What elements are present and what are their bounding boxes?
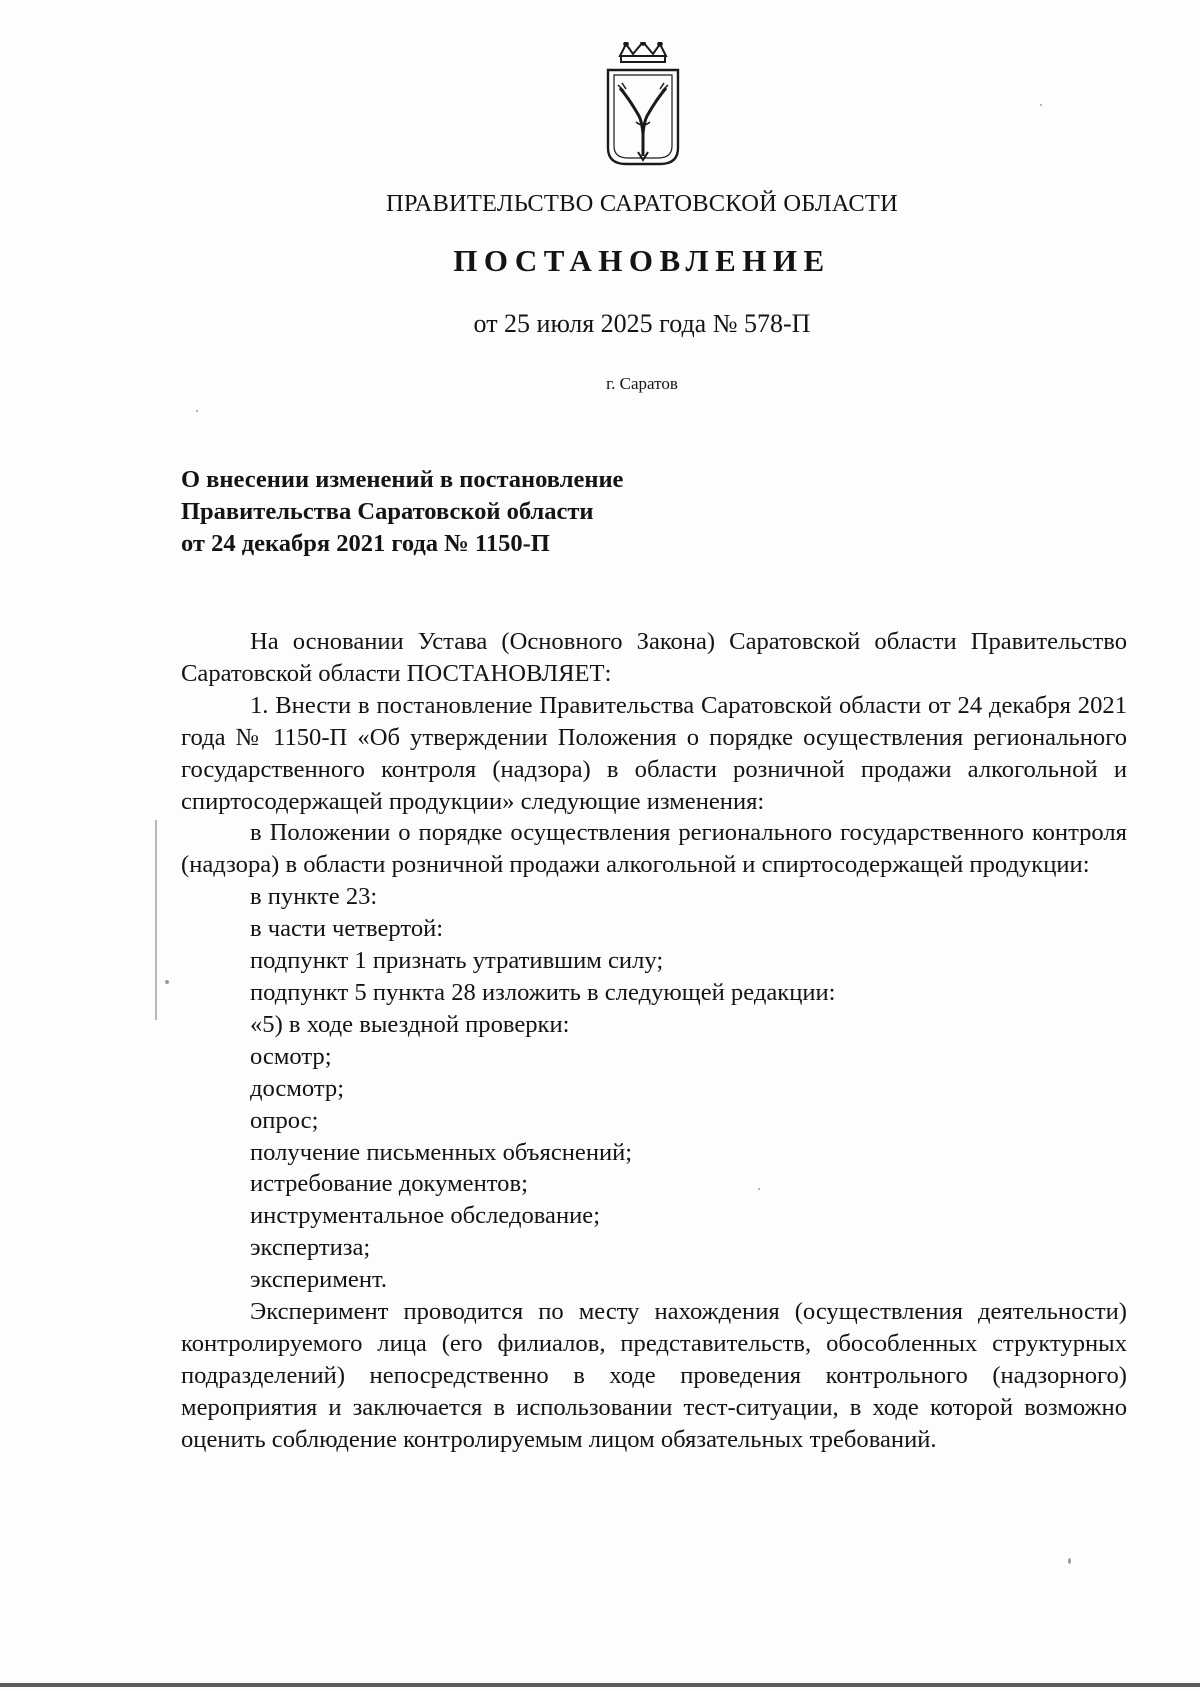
scan-bottom-edge — [0, 1683, 1200, 1687]
coat-of-arms-icon — [600, 42, 686, 172]
scan-speck — [165, 980, 169, 984]
title-line: О внесении изменений в постановление — [181, 466, 624, 493]
list-item: осмотр; — [250, 1042, 332, 1070]
paragraph-subclause-5: подпункт 5 пункта 28 изложить в следующей редакции: — [250, 978, 836, 1006]
title-line: Правительства Саратовской области — [181, 498, 594, 525]
document-title — [181, 464, 881, 560]
scan-margin-mark — [155, 820, 157, 1020]
scan-speck — [1040, 104, 1042, 106]
document-city: г. Саратов — [606, 374, 678, 393]
paragraph-item-1: 1. Внести в постановление Правительства Саратовской области от 24 декабря 2021 года № 1150-П «Об утверждении Положения о порядке осуществления регионального государственного контроля (надзора) в области розничной продажи алкогольной и спиртосодержащей продукции» следующие изменения: — [181, 691, 1127, 815]
list-item: инструментальное обследование; — [250, 1202, 601, 1230]
paragraph-experiment: Эксперимент проводится по месту нахождения (осуществления деятельности) контролируемого лица (его филиалов, представительств, обособленных структурных подразделений) непосредственно в ходе проведения контрольного (надзорного) мероприятия и заключается в использовании тест-ситуации, в ходе которой возможно оценить соблюдение контролируемым лицом обязательных требований. — [181, 1298, 1127, 1453]
list-item: истребование документов; — [250, 1170, 528, 1198]
document-type: ПОСТАНОВЛЕНИЕ — [453, 243, 831, 278]
paragraph-onsite-check: «5) в ходе выездной проверки: — [250, 1010, 570, 1038]
list-item: экспертиза; — [250, 1234, 371, 1262]
paragraph-regulation: в Положении о порядке осуществления регионального государственного контроля (надзора) в области розничной продажи алкогольной и спиртосодержащей продукции: — [181, 819, 1127, 879]
list-item: получение письменных объяснений; — [250, 1138, 633, 1166]
list-item: опрос; — [250, 1106, 319, 1134]
organization-name: ПРАВИТЕЛЬСТВО САРАТОВСКОЙ ОБЛАСТИ — [385, 190, 898, 217]
paragraph-clause-23: в пункте 23: — [250, 883, 378, 911]
paragraph-part-four: в части четвертой: — [250, 915, 444, 943]
document-date-number: от 25 июля 2025 года № 578-П — [473, 309, 811, 338]
title-line: от 24 декабря 2021 года № 1150-П — [181, 530, 550, 557]
paragraph-basis: На основании Устава (Основного Закона) Саратовской области Правительство Саратовской области ПОСТАНОВЛЯЕТ: — [181, 628, 1127, 687]
list-item: досмотр; — [250, 1074, 345, 1102]
scan-speck — [1068, 1558, 1071, 1564]
list-item: эксперимент. — [250, 1266, 388, 1294]
document-body — [181, 626, 1127, 1456]
paragraph-subclause-1: подпункт 1 признать утратившим силу; — [250, 947, 664, 975]
scan-speck — [196, 410, 198, 412]
scan-speck — [758, 1188, 760, 1190]
